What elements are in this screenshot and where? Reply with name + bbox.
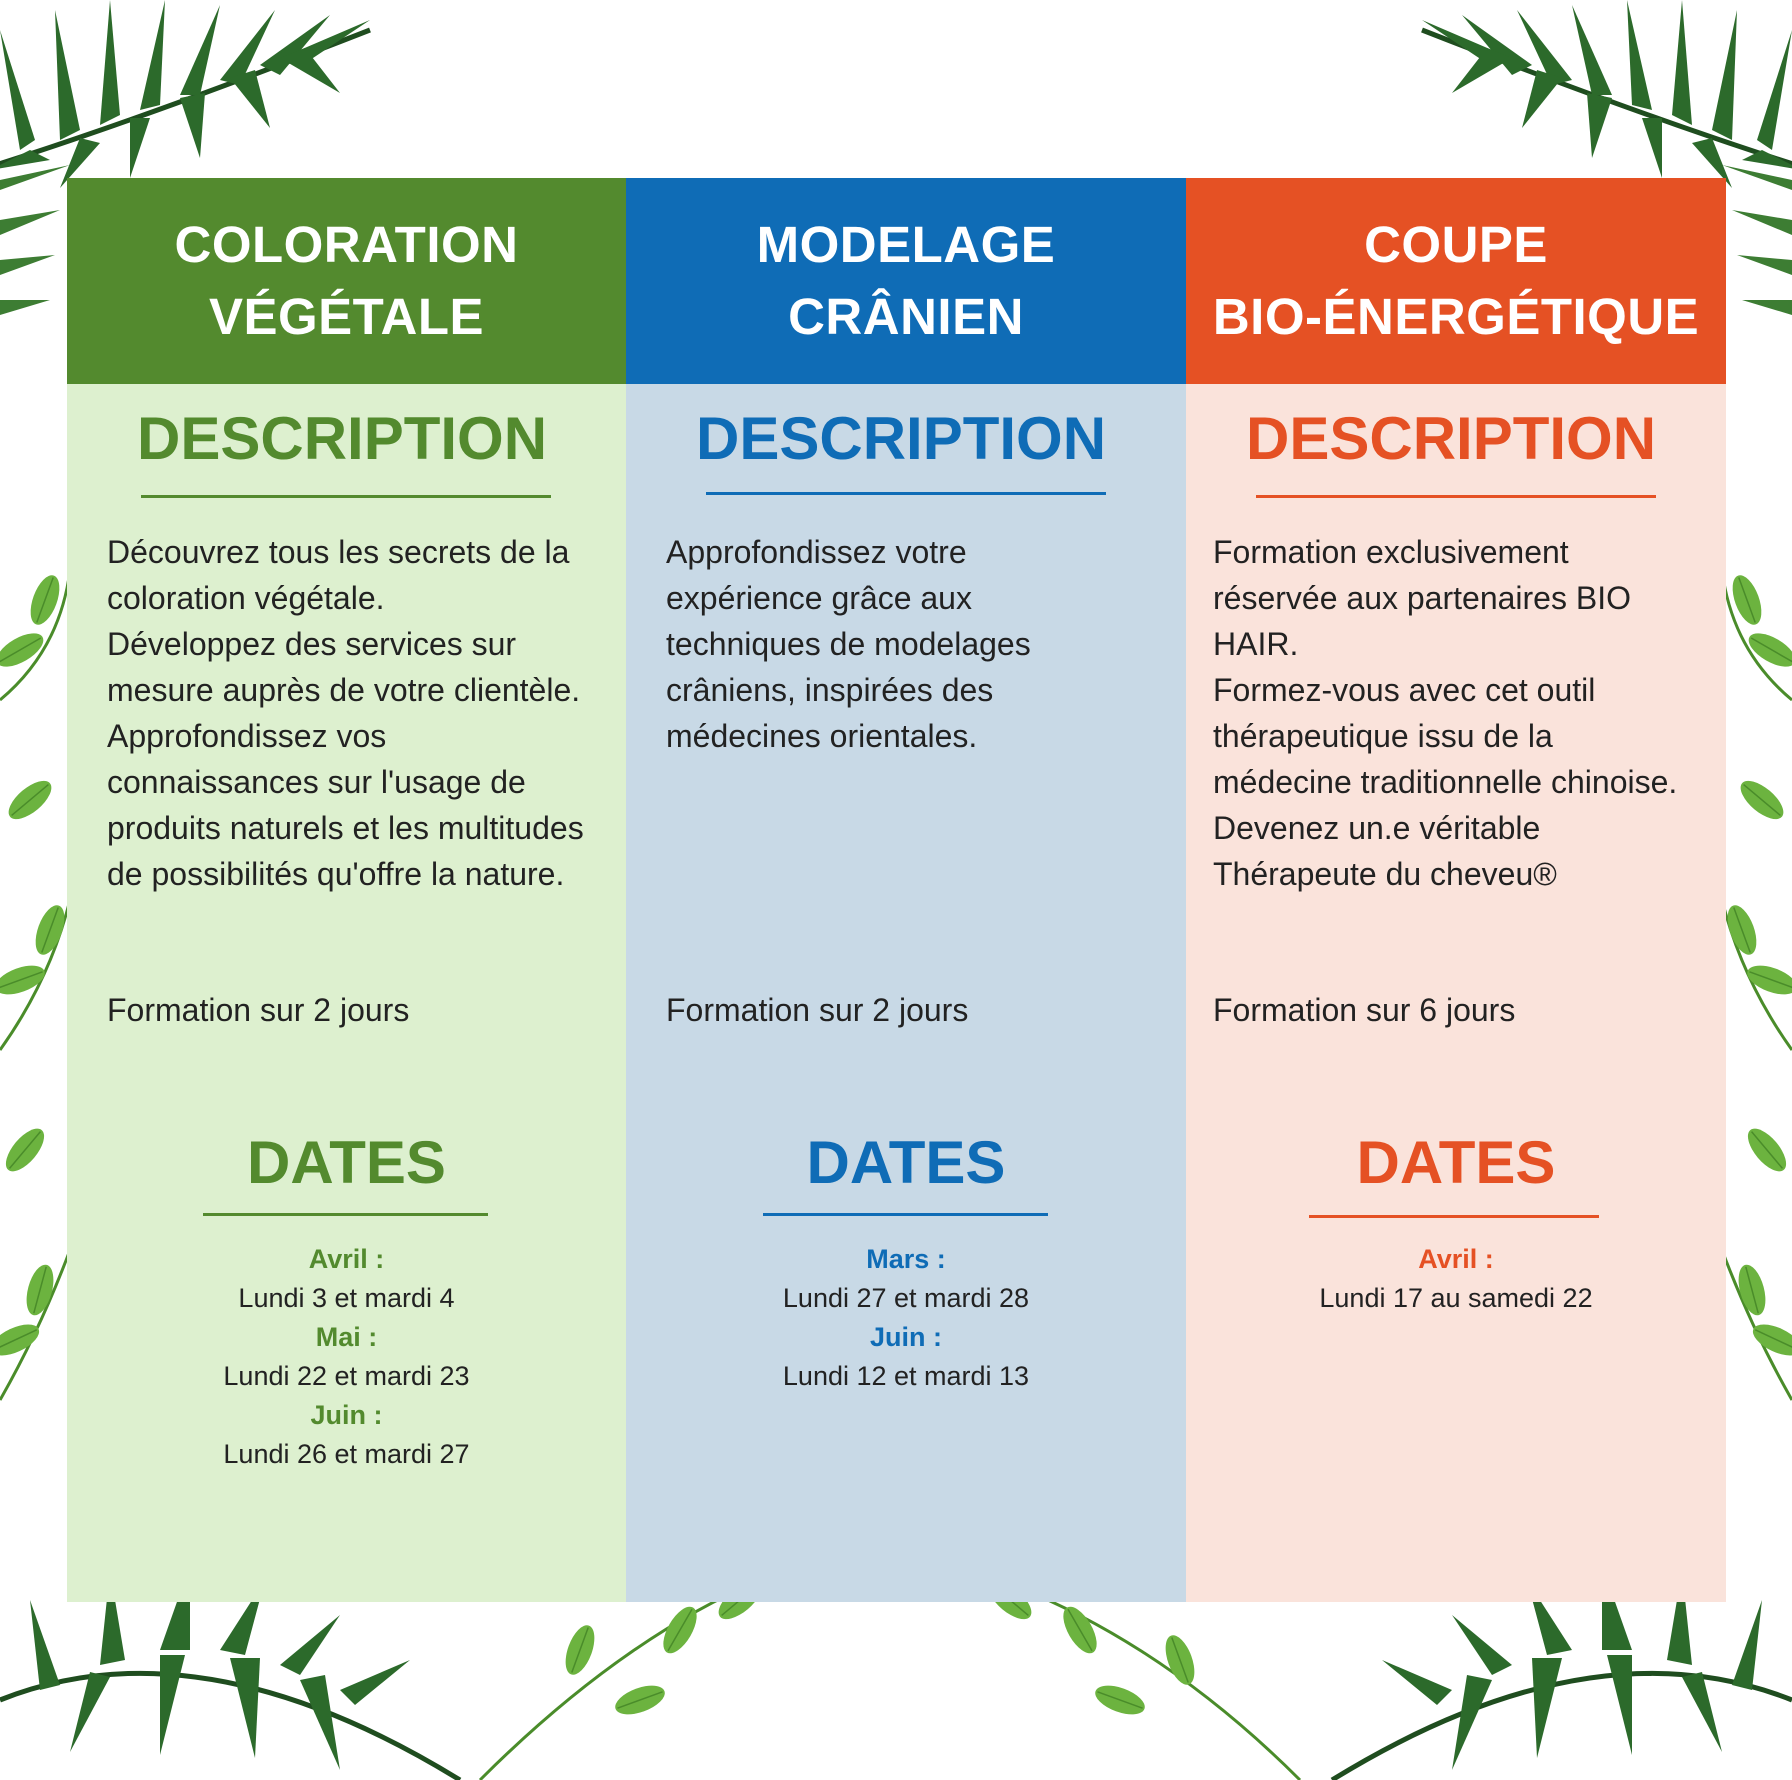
dates-underline (1309, 1215, 1599, 1218)
column-modelage (626, 178, 1186, 1602)
description-text (666, 529, 1106, 759)
description-paragraph: Développez des services sur mesure auprès de votre clientèle. (107, 626, 581, 708)
description-heading: DESCRIPTION (1246, 405, 1657, 472)
date-month: Avril : (308, 1244, 385, 1274)
dates-underline (203, 1213, 488, 1216)
description-heading: DESCRIPTION (137, 405, 548, 472)
description-paragraph: Approfondissez votre expérience grâce aux techniques de modelages crâniens, inspirées des médecines orientales. (666, 534, 1031, 754)
duration-text: Formation sur 6 jours (1213, 992, 1516, 1028)
column-title-line2: VÉGÉTALE (208, 288, 485, 345)
date-month: Mai : (315, 1322, 378, 1352)
column-header (626, 178, 1186, 384)
date-month: Avril : (1418, 1244, 1494, 1274)
dates-list (1186, 1240, 1726, 1318)
description-paragraph: Formation exclusivement réservée aux partenaires BIO HAIR. (1213, 534, 1631, 662)
formations-board (67, 178, 1726, 1602)
dates-underline (763, 1213, 1048, 1216)
column-title-line1: COLORATION (174, 216, 519, 273)
date-days: Lundi 17 au samedi 22 (1319, 1283, 1593, 1313)
description-paragraph: Découvrez tous les secrets de la coloration végétale. (107, 534, 570, 616)
date-days: Lundi 26 et mardi 27 (223, 1439, 470, 1469)
dates-heading: DATES (247, 1129, 446, 1196)
vine-bottom-center (480, 1574, 1300, 1780)
description-heading: DESCRIPTION (696, 405, 1107, 472)
date-days: Lundi 3 et mardi 4 (238, 1283, 455, 1313)
date-days: Lundi 27 et mardi 28 (782, 1283, 1030, 1313)
duration-text: Formation sur 2 jours (107, 992, 410, 1028)
date-month: Mars : (866, 1244, 946, 1274)
vine-right (1722, 570, 1792, 1400)
vine-left (0, 570, 70, 1400)
date-days: Lundi 12 et mardi 13 (782, 1361, 1030, 1391)
description-underline (1256, 495, 1656, 498)
column-header (1186, 178, 1726, 384)
column-header (67, 178, 626, 384)
description-paragraph: Formez-vous avec cet outil thérapeutique issu de la médecine traditionnelle chinoise. (1213, 672, 1678, 800)
description-paragraph: Approfondissez vos connaissances sur l'usage de produits naturels et les multitudes de possibilités qu'offre la nature. (107, 718, 584, 892)
column-coupe (1186, 178, 1726, 1602)
description-underline (141, 495, 551, 498)
dates-list (67, 1240, 626, 1474)
dates-heading: DATES (806, 1129, 1006, 1196)
column-body (1186, 384, 1726, 1602)
date-days: Lundi 22 et mardi 23 (223, 1361, 470, 1391)
column-body (626, 384, 1186, 1602)
description-text (107, 529, 587, 897)
dates-list (626, 1240, 1186, 1396)
duration-text: Formation sur 2 jours (666, 992, 969, 1028)
column-title-line1: COUPE (1364, 216, 1548, 273)
description-text (1213, 529, 1683, 897)
column-title-line1: MODELAGE (756, 216, 1056, 273)
column-title-line2: CRÂNIEN (788, 288, 1024, 345)
column-title-line2: BIO-ÉNERGÉTIQUE (1212, 288, 1700, 345)
column-body (67, 384, 626, 1602)
description-underline (706, 492, 1106, 495)
date-month: Juin : (870, 1322, 942, 1352)
description-paragraph: Devenez un.e véritable Thérapeute du cheveu® (1213, 810, 1557, 892)
date-month: Juin : (310, 1400, 383, 1430)
dates-heading: DATES (1356, 1129, 1556, 1196)
column-coloration (67, 178, 626, 1602)
